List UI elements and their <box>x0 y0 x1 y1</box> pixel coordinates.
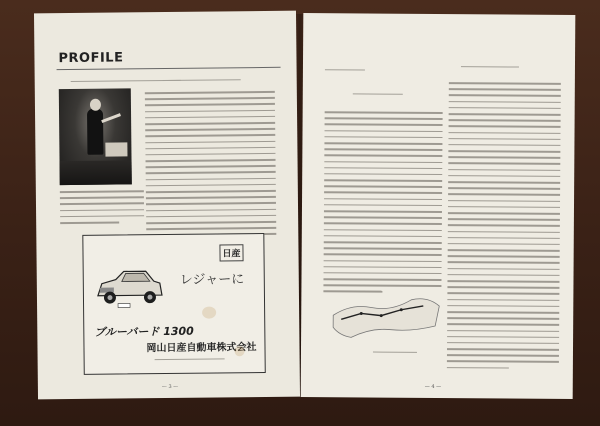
page-number: — 4 — <box>424 383 442 391</box>
conductor-photo <box>59 88 132 185</box>
car-illustration <box>94 265 164 312</box>
history-title <box>461 66 519 73</box>
article-title <box>163 79 241 86</box>
heading-rule <box>57 67 281 70</box>
nissan-advertisement <box>82 233 265 375</box>
greeting-body <box>323 111 442 297</box>
left-page <box>34 11 300 400</box>
nissan-logo: 日産 <box>219 244 243 261</box>
bio-text <box>60 190 144 228</box>
greeting-title <box>325 69 365 76</box>
car-model: ブルーバード 1300 <box>94 324 194 339</box>
ad-headline: レジャーに <box>179 272 245 288</box>
page-number: — 3 — <box>161 383 179 391</box>
profile-heading: PROFILE <box>58 50 124 67</box>
right-page <box>301 13 576 399</box>
article-body <box>145 91 277 247</box>
history-body <box>447 82 561 374</box>
tour-map <box>331 285 441 348</box>
dealer-name: 岡山日産自動車株式会社 <box>146 342 257 355</box>
greeting-author <box>353 93 403 100</box>
map-caption <box>373 352 417 359</box>
dealer-branches <box>155 358 225 365</box>
